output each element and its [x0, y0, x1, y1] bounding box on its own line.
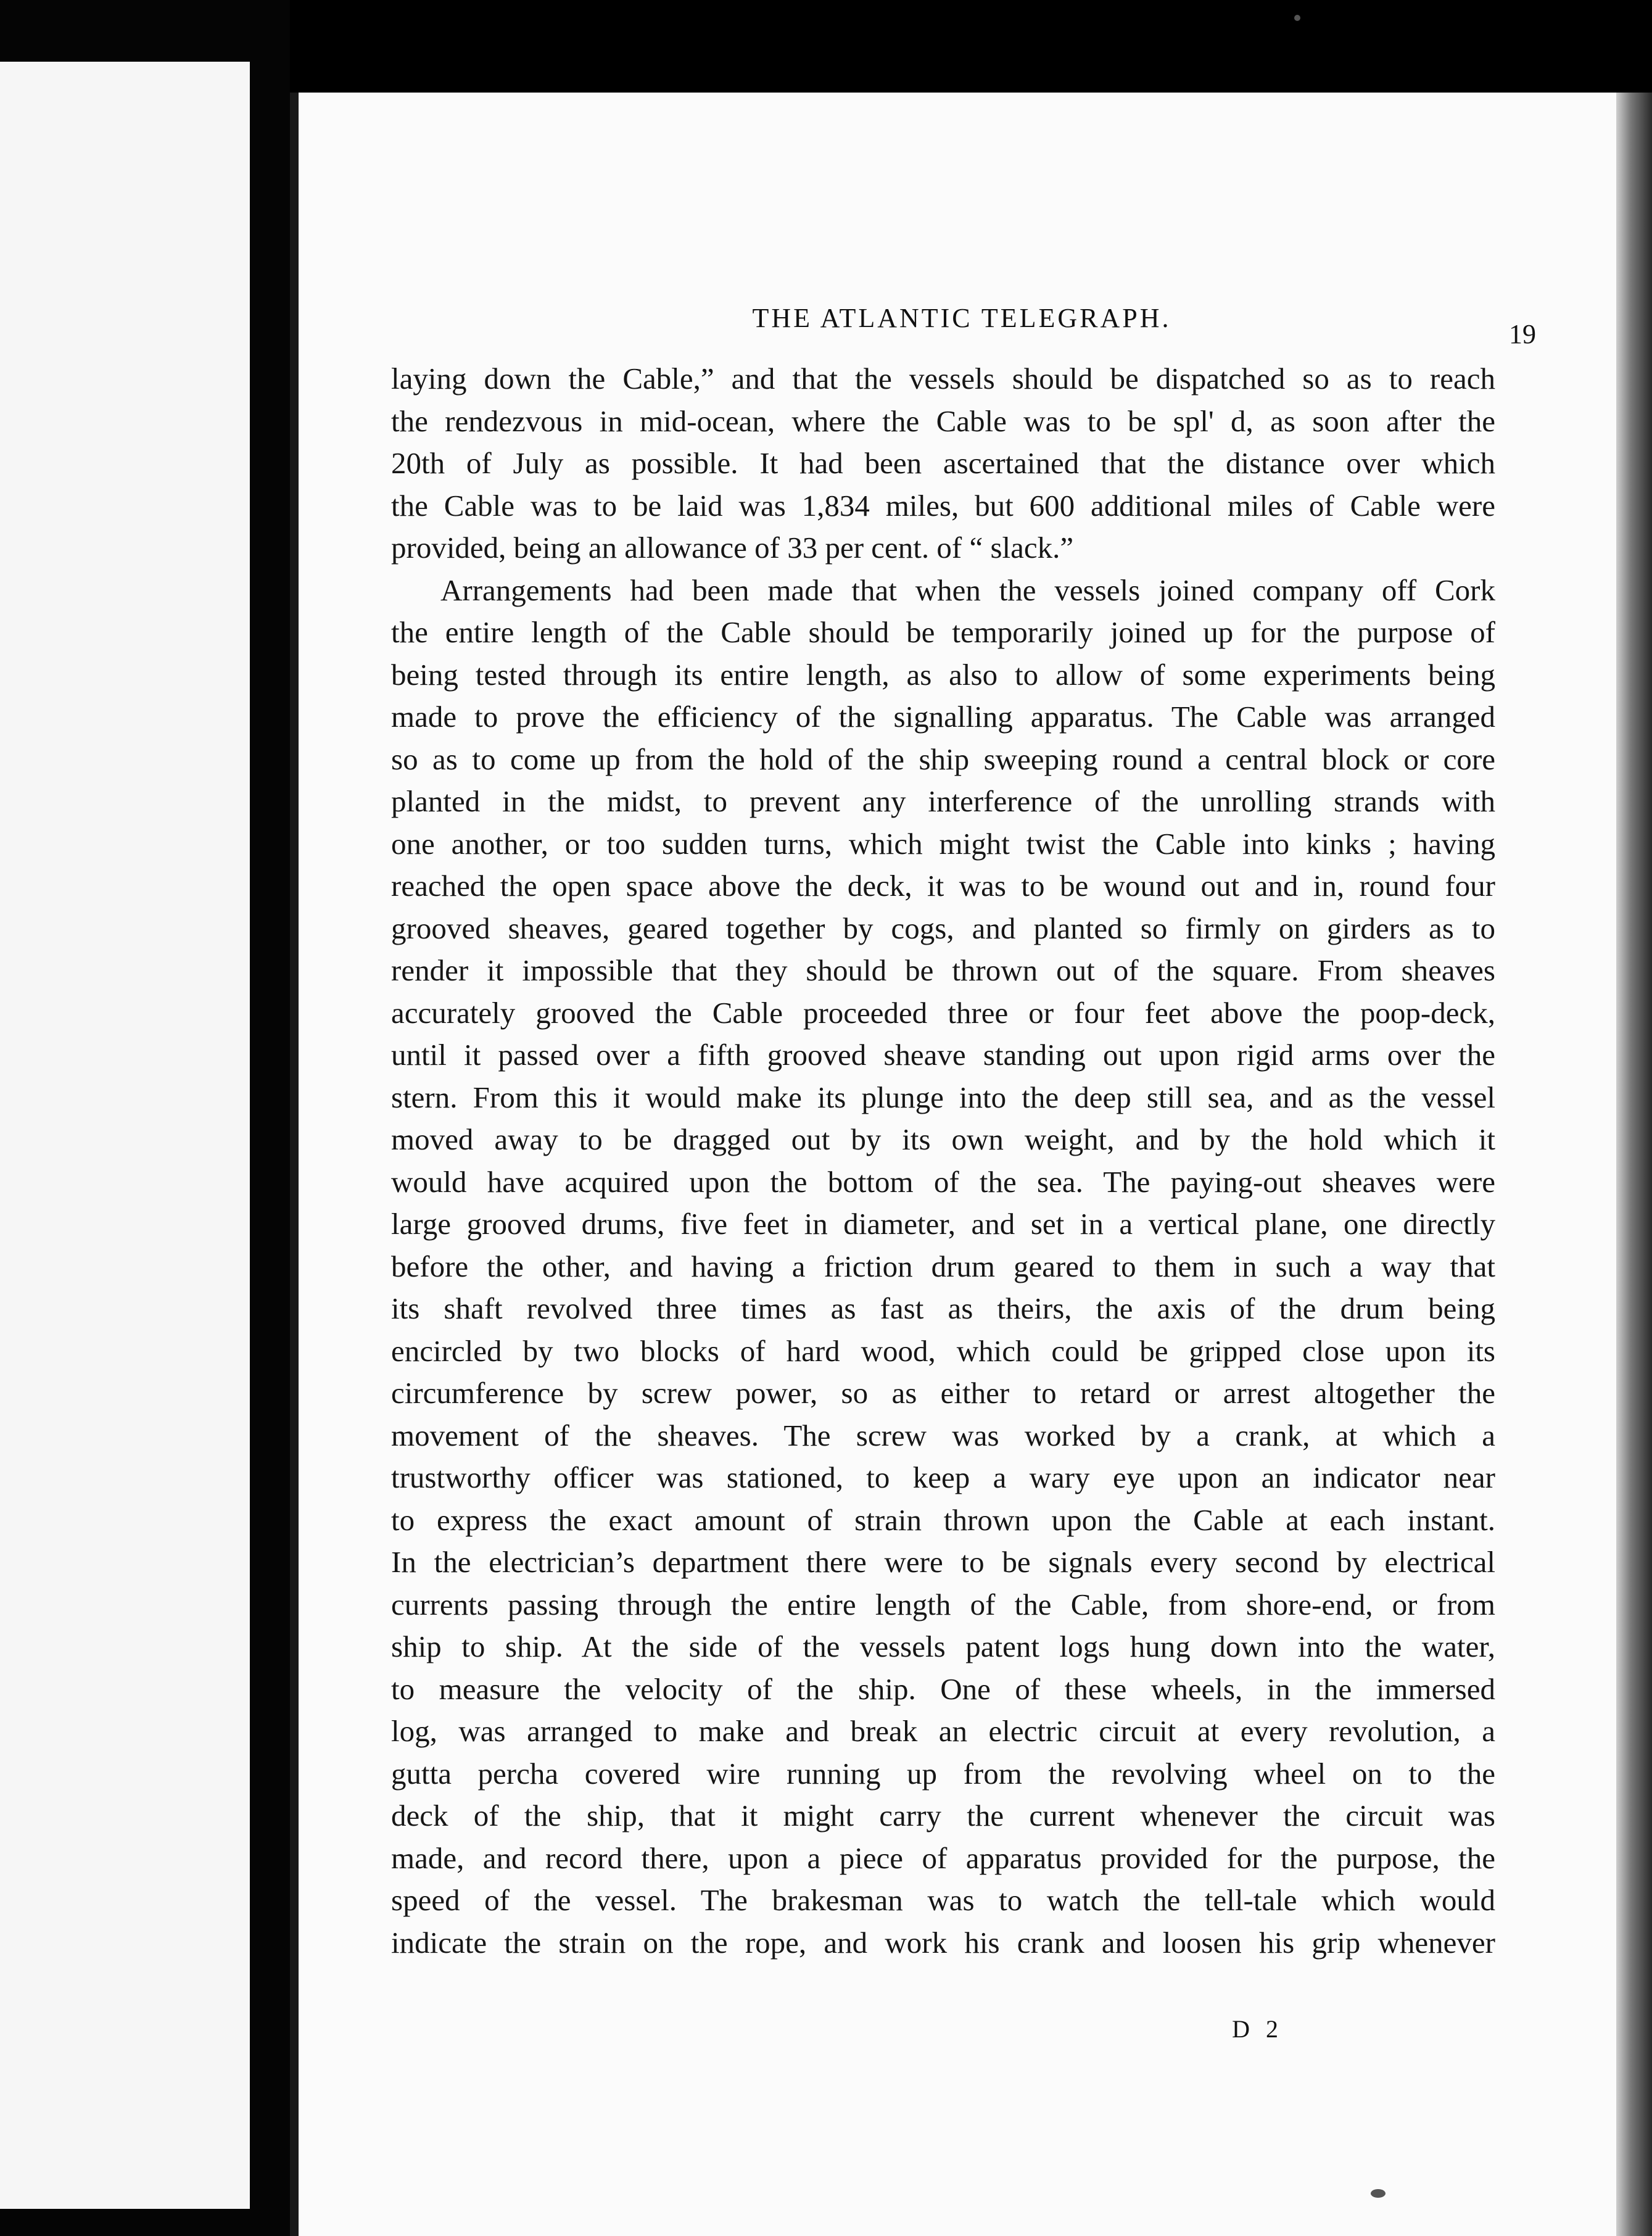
text-line: movement of the sheaves. The screw was worked by a crank, at which a	[391, 1418, 1495, 1452]
text-line: render it impossible that they should be thrown out of the square. From sheaves	[391, 953, 1495, 987]
text-line: circumference by screw power, so as either to retard or arrest altogether the	[391, 1376, 1495, 1410]
page-edge-shadow	[1616, 93, 1652, 2236]
text-line: until it passed over a fifth grooved sheave standing out upon rigid arms over the	[391, 1038, 1495, 1072]
facing-page-edge	[0, 62, 250, 2209]
text-line: grooved sheaves, geared together by cogs, and planted so firmly on girders as to	[391, 911, 1495, 945]
running-head: THE ATLANTIC TELEGRAPH.	[752, 303, 1171, 333]
text-line: deck of the ship, that it might carry the current whenever the circuit was	[391, 1799, 1495, 1832]
text-line: gutta percha covered wire running up from the revolving wheel on to the	[391, 1756, 1495, 1791]
text-line: reached the open space above the deck, it was to be wound out and in, round four	[391, 869, 1495, 903]
text-line: so as to come up from the hold of the ship sweeping round a central block or core	[391, 742, 1495, 776]
signature-mark: D 2	[1232, 2015, 1283, 2043]
text-line: In the electrician’s department there were to be signals every second by electrical	[391, 1545, 1495, 1579]
text-line: before the other, and having a friction drum geared to them in such a way that	[391, 1249, 1495, 1283]
text-line: ship to ship. At the side of the vessels patent logs hung down into the water,	[391, 1629, 1495, 1663]
text-line: to measure the velocity of the ship. One of these wheels, in the immersed	[391, 1671, 1495, 1706]
text-line: the rendezvous in mid-ocean, where the Cable was to be spl' d, as soon after the	[391, 404, 1495, 438]
text-line: planted in the midst, to prevent any interference of the unrolling strands with	[391, 784, 1495, 818]
dust-speck	[1294, 15, 1300, 21]
page-number: 19	[1509, 319, 1536, 349]
text-line: the entire length of the Cable should be temporarily joined up for the purpose of	[391, 615, 1495, 649]
text-line: encircled by two blocks of hard wood, which could be gripped close upon its	[391, 1333, 1495, 1368]
text-line: to express the exact amount of strain thrown upon the Cable at each instant.	[391, 1502, 1495, 1537]
text-line: being tested through its entire length, as also to allow of some experiments being	[391, 657, 1495, 692]
text-line: made to prove the efficiency of the signalling apparatus. The Cable was arranged	[391, 700, 1495, 734]
text-line: made, and record there, upon a piece of apparatus provided for the purpose, the	[391, 1841, 1495, 1875]
body-text	[391, 358, 1495, 1964]
text-line: would have acquired upon the bottom of the sea. The paying-out sheaves were	[391, 1164, 1495, 1199]
text-line: the Cable was to be laid was 1,834 miles, but 600 additional miles of Cable were	[391, 488, 1495, 523]
text-line: Arrangements had been made that when the vessels joined company off Cork	[440, 573, 1495, 607]
text-line: provided, being an allowance of 33 per cent. of “ slack.”	[391, 531, 1074, 565]
text-line: accurately grooved the Cable proceeded three or four feet above the poop-deck,	[391, 995, 1495, 1030]
book-page	[290, 93, 1616, 2236]
text-line: laying down the Cable,” and that the vessels should be dispatched so as to reach	[391, 362, 1495, 395]
text-line: trustworthy officer was stationed, to keep a wary eye upon an indicator near	[391, 1460, 1495, 1494]
text-line: large grooved drums, five feet in diameter, and set in a vertical plane, one directly	[391, 1207, 1495, 1241]
text-line: log, was arranged to make and break an electric circuit at every revolution, a	[391, 1714, 1495, 1748]
text-line: stern. From this it would make its plunge into the deep still sea, and as the vessel	[391, 1080, 1495, 1114]
text-line: 20th of July as possible. It had been ascertained that the distance over which	[391, 446, 1495, 480]
text-line: one another, or too sudden turns, which might twist the Cable into kinks ; having	[391, 826, 1495, 861]
text-line: currents passing through the entire length of the Cable, from shore-end, or from	[391, 1587, 1495, 1621]
text-line: indicate the strain on the rope, and work his crank and loosen his grip whenever	[391, 1925, 1495, 1960]
dust-speck	[1371, 2189, 1386, 2198]
text-line: speed of the vessel. The brakesman was to watch the tell-tale which would	[391, 1883, 1495, 1917]
text-line: moved away to be dragged out by its own weight, and by the hold which it	[391, 1122, 1495, 1156]
text-line: its shaft revolved three times as fast as theirs, the axis of the drum being	[391, 1291, 1495, 1325]
